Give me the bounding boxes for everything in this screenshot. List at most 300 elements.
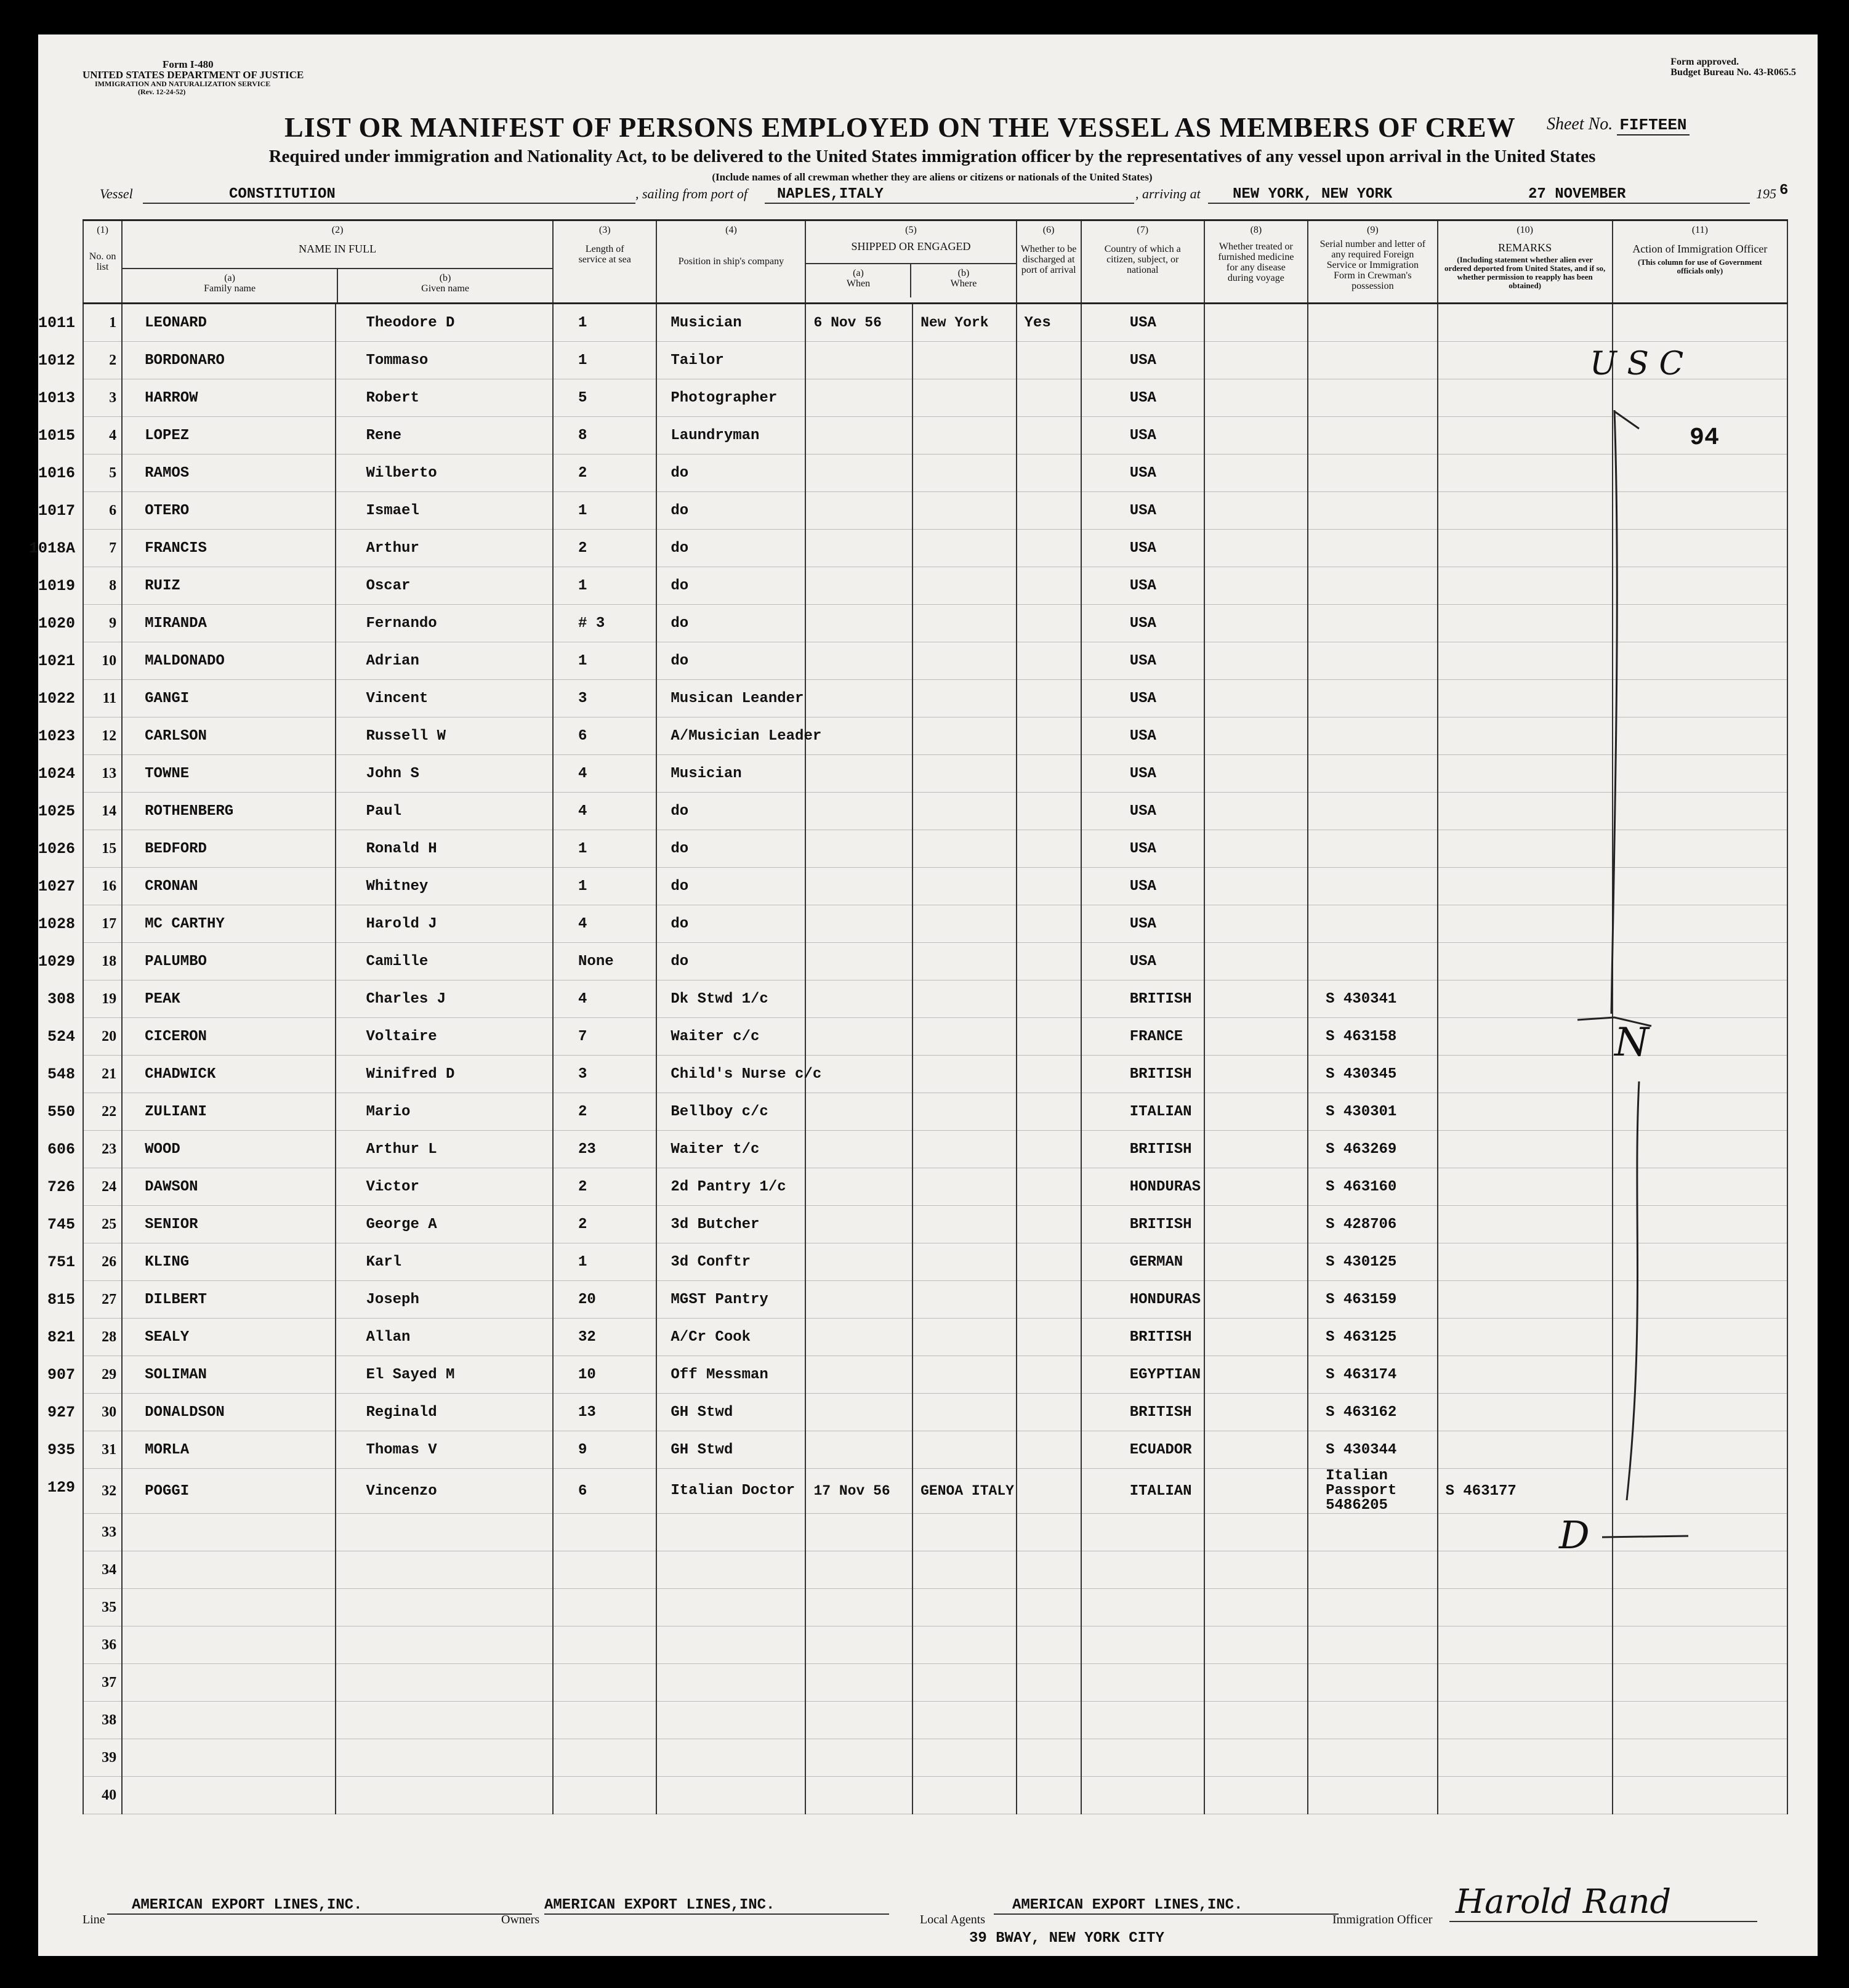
cell-position: Tailor [656,342,805,379]
left-list-number: 1011 [38,313,75,332]
d-annotation: D [1559,1513,1590,1558]
header-where: (b) Where [911,264,1015,297]
cell-family-name: DAWSON [122,1168,336,1206]
cell-position: do [656,605,805,642]
cell-length-of-service: 4 [553,793,656,830]
cell-country: BRITISH [1081,1319,1204,1356]
cell-position: do [656,943,805,980]
left-list-number: 1016 [38,464,75,482]
cell-position: do [656,905,805,943]
cell-family-name: ZULIANI [122,1093,336,1131]
cell-family-name: MALDONADO [122,642,336,680]
cell-country: EGYPTIAN [1081,1356,1204,1394]
cell-given-name: Arthur [336,530,553,567]
cell-family-name: RAMOS [122,455,336,492]
cell-serial-number: S 463162 [1308,1394,1437,1431]
cell-given-name: George A [336,1206,553,1243]
cell-length-of-service: 2 [553,1168,656,1206]
cell-given-name: Thomas V [336,1431,553,1469]
line-name: AMERICAN EXPORT LINES,INC. [107,1897,532,1915]
count-annotation: 94 [1690,424,1720,452]
cell-position: do [656,530,805,567]
cell-position: A/Cr Cook [656,1319,805,1356]
cell-length-of-service: 3 [553,680,656,717]
cell-country: USA [1081,567,1204,605]
cell-given-name: Mario [336,1093,553,1131]
cell-given-name: Fernando [336,605,553,642]
cell-country: BRITISH [1081,1206,1204,1243]
cell-row-number: 26 [83,1243,122,1281]
cell-family-name: CHADWICK [122,1056,336,1093]
cell-serial-number: S 463159 [1308,1281,1437,1319]
sailing-label: , sailing from port of [635,186,747,201]
left-list-number: 1029 [38,953,75,971]
cell-position: 3d Butcher [656,1206,805,1243]
cell-given-name: Vincenzo [336,1469,553,1514]
d-bracket-end [1602,1536,1688,1537]
cell-country: BRITISH [1081,1394,1204,1431]
cell-length-of-service: 4 [553,980,656,1018]
cell-row-number: 11 [83,680,122,717]
header-when: (a) When [846,268,871,289]
cell-row-number: 20 [83,1018,122,1056]
cell-given-name: Arthur L [336,1131,553,1168]
cell-family-name: MC CARTHY [122,905,336,943]
cell-shipped-where: New York [912,304,1016,342]
cell-position: Waiter c/c [656,1018,805,1056]
left-list-number: 1013 [38,389,75,407]
cell-given-name: Tommaso [336,342,553,379]
cell-serial-number: S 463174 [1308,1356,1437,1394]
cell-family-name: DONALDSON [122,1394,336,1431]
arrival-port: NEW YORK, NEW YORK [1208,186,1750,204]
left-list-number: 821 [47,1328,75,1346]
left-list-number: 751 [47,1253,75,1271]
left-list-number: 935 [47,1441,75,1459]
agents-name: AMERICAN EXPORT LINES,INC. [994,1897,1339,1915]
cell-family-name: SOLIMAN [122,1356,336,1394]
cell-serial-number: S 430125 [1308,1243,1437,1281]
cell-given-name: Robert [336,379,553,417]
cell-length-of-service: 20 [553,1281,656,1319]
cell-country: HONDURAS [1081,1281,1204,1319]
cell-position: MGST Pantry [656,1281,805,1319]
cell-position: do [656,642,805,680]
cell-row-number: 30 [83,1394,122,1431]
cell-length-of-service: 6 [553,717,656,755]
cell-serial-number: S 463158 [1308,1018,1437,1056]
left-list-number: 1015 [38,427,75,445]
left-list-number: 1017 [38,502,75,520]
cell-length-of-service: 6 [553,1469,656,1514]
cell-row-number: 39 [83,1739,122,1777]
cell-family-name: POGGI [122,1469,336,1514]
cell-position: Child's Nurse c/c [656,1056,805,1093]
cell-position: 2d Pantry 1/c [656,1168,805,1206]
usc-bracket-line [1611,410,1617,1014]
cell-row-number: 12 [83,717,122,755]
header-no: (1) No. on list [83,220,122,304]
owners-name: AMERICAN EXPORT LINES,INC. [544,1897,889,1915]
cell-row-number: 5 [83,455,122,492]
cell-given-name: Whitney [336,868,553,905]
cell-serial-number: S 430344 [1308,1431,1437,1469]
left-list-number: 907 [47,1366,75,1384]
form-subnote: (Include names of all crewman whether they are aliens or citizens or nationals of the United States) [712,171,1153,183]
cell-row-number: 6 [83,492,122,530]
cell-serial-number: S 430341 [1308,980,1437,1018]
cell-given-name: Camille [336,943,553,980]
cell-country: USA [1081,530,1204,567]
cell-country: USA [1081,455,1204,492]
vessel-label: Vessel [100,186,133,201]
cell-row-number: 23 [83,1131,122,1168]
cell-length-of-service: 1 [553,492,656,530]
cell-given-name: Theodore D [336,304,553,342]
left-list-number: 1020 [38,615,75,632]
cell-family-name: MORLA [122,1431,336,1469]
cell-length-of-service: 8 [553,417,656,455]
cell-row-number: 32 [83,1469,122,1514]
cell-given-name: Winifred D [336,1056,553,1093]
header-discharged: (6) Whether to be discharged at port of arrival [1017,220,1081,304]
officer-label: Immigration Officer [1332,1913,1433,1926]
cell-length-of-service: # 3 [553,605,656,642]
form-subtitle: Required under immigration and Nationality Act, to be delivered to the United States immigration officer by the representatives of any vessel upon arrival in the United States [268,147,1596,166]
cell-serial-number: S 430345 [1308,1056,1437,1093]
cell-country: FRANCE [1081,1018,1204,1056]
header-serial: (9) Serial number and letter of any required Foreign Service or Immigration Form in Crewman's possession [1308,220,1437,304]
cell-length-of-service: 7 [553,1018,656,1056]
cell-given-name: Oscar [336,567,553,605]
agents-label: Local Agents [920,1913,986,1926]
cell-given-name: Adrian [336,642,553,680]
cell-family-name: SENIOR [122,1206,336,1243]
cell-length-of-service: 1 [553,304,656,342]
cell-family-name: PEAK [122,980,336,1018]
left-list-number: 1022 [38,690,75,708]
cell-row-number: 25 [83,1206,122,1243]
cell-country: BRITISH [1081,1131,1204,1168]
left-list-number: 1028 [38,915,75,933]
left-list-number: 1026 [38,840,75,858]
cell-length-of-service: 23 [553,1131,656,1168]
cell-family-name: LEONARD [122,304,336,342]
cell-country: USA [1081,304,1204,342]
sheet-value: FIFTEEN [1617,116,1689,135]
cell-country: USA [1081,905,1204,943]
left-list-number: 550 [47,1103,75,1121]
cell-serial-number: Italian Passport 5486205 [1308,1469,1437,1514]
cell-shipped-where: GENOA ITALY [912,1469,1016,1514]
cell-family-name: FRANCIS [122,530,336,567]
form-number: Form I-480 [163,59,214,70]
header-shipped: (5) SHIPPED OR ENGAGED (a) When (b) Where [805,220,1016,304]
cell-given-name: John S [336,755,553,793]
left-list-number: 1027 [38,878,75,895]
cell-row-number: 13 [83,755,122,793]
cell-given-name: Harold J [336,905,553,943]
cell-serial-number: S 463269 [1308,1131,1437,1168]
cell-position: Dk Stwd 1/c [656,980,805,1018]
cell-family-name: HARROW [122,379,336,417]
cell-row-number: 2 [83,342,122,379]
left-list-number: 606 [47,1141,75,1158]
cell-family-name: CRONAN [122,868,336,905]
cell-position: GH Stwd [656,1431,805,1469]
cell-family-name: GANGI [122,680,336,717]
cell-position: Musican Leander [656,680,805,717]
cell-given-name: Voltaire [336,1018,553,1056]
cell-country: BRITISH [1081,1056,1204,1093]
cell-country: USA [1081,642,1204,680]
cell-remarks: S 463177 [1438,1469,1613,1514]
cell-given-name: Karl [336,1243,553,1281]
cell-position: Waiter t/c [656,1131,805,1168]
cell-length-of-service: 1 [553,868,656,905]
cell-country: USA [1081,680,1204,717]
n-annotation: N [1614,1020,1649,1065]
header-country: (7) Country of which a citizen, subject, or national [1081,220,1204,304]
service-name: IMMIGRATION AND NATURALIZATION SERVICE [95,79,271,88]
cell-position: do [656,567,805,605]
cell-family-name: OTERO [122,492,336,530]
cell-row-number: 1 [83,304,122,342]
cell-country: USA [1081,417,1204,455]
cell-family-name: PALUMBO [122,943,336,980]
left-list-number: 308 [47,990,75,1008]
cell-family-name: KLING [122,1243,336,1281]
cell-given-name: Reginald [336,1394,553,1431]
left-list-number: 524 [47,1028,75,1046]
cell-length-of-service: 3 [553,1056,656,1093]
left-list-number: 726 [47,1178,75,1196]
cell-position: do [656,868,805,905]
cell-position: Laundryman [656,417,805,455]
left-list-number: 1019 [38,577,75,595]
cell-country: BRITISH [1081,980,1204,1018]
cell-given-name: Ronald H [336,830,553,868]
cell-length-of-service: 1 [553,567,656,605]
sheet-label: Sheet No. [1547,115,1613,134]
cell-row-number: 3 [83,379,122,417]
usc-bracket-tick [1614,411,1639,429]
agents-address: 39 BWAY, NEW YORK CITY [969,1930,1164,1947]
cell-row-number: 37 [83,1664,122,1702]
cell-family-name: CICERON [122,1018,336,1056]
approval-line-2: Budget Bureau No. 43-R065.5 [1670,67,1796,78]
left-list-number: 815 [47,1291,75,1309]
cell-country: USA [1081,868,1204,905]
cell-country: ECUADOR [1081,1431,1204,1469]
cell-row-number: 7 [83,530,122,567]
cell-serial-number: S 463160 [1308,1168,1437,1206]
cell-length-of-service: 1 [553,1243,656,1281]
cell-given-name: Paul [336,793,553,830]
cell-family-name: MIRANDA [122,605,336,642]
left-list-number: 1018A [28,539,75,557]
header-action: (11) Action of Immigration Officer (This column for use of Government officials only) [1613,220,1787,304]
cell-family-name: RUIZ [122,567,336,605]
cell-row-number: 36 [83,1626,122,1664]
cell-row-number: 19 [83,980,122,1018]
header-family-name: (a) Family name [204,273,256,294]
left-list-number: 1024 [38,765,75,783]
cell-position: do [656,455,805,492]
cell-length-of-service: 32 [553,1319,656,1356]
cell-row-number: 14 [83,793,122,830]
cell-family-name: WOOD [122,1131,336,1168]
cell-country: USA [1081,492,1204,530]
cell-given-name: Vincent [336,680,553,717]
cell-length-of-service: 13 [553,1394,656,1431]
cell-row-number: 35 [83,1589,122,1626]
cell-position: Musician [656,755,805,793]
left-list-number: 1021 [38,652,75,670]
cell-row-number: 38 [83,1702,122,1739]
left-list-number: 745 [47,1216,75,1234]
n-bracket-line [1627,1081,1639,1500]
header-length: (3) Length of service at sea [553,220,656,304]
header-remarks: (10) REMARKS (Including statement whether alien ever ordered deported from United States, and if so, whether permission to reapply has been obtained) [1438,220,1613,304]
cell-position: A/Musician Leader [656,717,805,755]
cell-row-number: 10 [83,642,122,680]
department-name: UNITED STATES DEPARTMENT OF JUSTICE [83,69,304,81]
cell-family-name: LOPEZ [122,417,336,455]
cell-row-number: 34 [83,1551,122,1589]
header-name: (2) NAME IN FULL (a) Family name (b) Given name [122,220,553,304]
cell-family-name: DILBERT [122,1281,336,1319]
manifest-sheet [28,34,1818,1956]
cell-row-number: 27 [83,1281,122,1319]
left-list-number: 1023 [38,727,75,745]
cell-country: USA [1081,755,1204,793]
handwriting-layer [38,34,1818,1956]
cell-position: GH Stwd [656,1394,805,1431]
header-given-name: (b) Given name [337,269,552,302]
cell-row-number: 29 [83,1356,122,1394]
cell-position: do [656,492,805,530]
left-list-number: 129 [47,1479,75,1497]
cell-row-number: 18 [83,943,122,980]
cell-country: USA [1081,793,1204,830]
form-revision: (Rev. 12-24-52) [138,87,186,96]
cell-row-number: 33 [83,1514,122,1551]
departure-port: NAPLES,ITALY [765,186,1134,204]
usc-annotation: U S C [1590,345,1684,382]
page-title: LIST OR MANIFEST OF PERSONS EMPLOYED ON THE VESSEL AS MEMBERS OF CREW [284,111,1516,143]
cell-serial-number: S 430301 [1308,1093,1437,1131]
cell-family-name: ROTHENBERG [122,793,336,830]
cell-position: Off Messman [656,1356,805,1394]
header-position: (4) Position in ship's company [656,220,805,304]
cell-country: USA [1081,830,1204,868]
left-list-number: 927 [47,1404,75,1421]
cell-length-of-service: 4 [553,755,656,793]
cell-given-name: Ismael [336,492,553,530]
line-label: Line [83,1913,105,1926]
cell-country: HONDURAS [1081,1168,1204,1206]
cell-discharged: Yes [1017,304,1081,342]
officer-signature: Harold Rand [1449,1882,1757,1922]
cell-given-name: Allan [336,1319,553,1356]
cell-row-number: 31 [83,1431,122,1469]
owners-label: Owners [501,1913,540,1926]
header-medicine: (8) Whether treated or furnished medicine for any disease during voyage [1204,220,1308,304]
cell-family-name: CARLSON [122,717,336,755]
cell-given-name: Wilberto [336,455,553,492]
cell-serial-number: S 428706 [1308,1206,1437,1243]
cell-position: do [656,793,805,830]
cell-row-number: 8 [83,567,122,605]
cell-length-of-service: 9 [553,1431,656,1469]
left-list-number: 548 [47,1065,75,1083]
cell-given-name: Rene [336,417,553,455]
cell-length-of-service: 1 [553,342,656,379]
cell-family-name: BORDONARO [122,342,336,379]
cell-country: USA [1081,605,1204,642]
cell-family-name: TOWNE [122,755,336,793]
cell-length-of-service: 10 [553,1356,656,1394]
cell-position: Bellboy c/c [656,1093,805,1131]
cell-length-of-service: 5 [553,379,656,417]
cell-length-of-service: 2 [553,455,656,492]
cell-given-name: El Sayed M [336,1356,553,1394]
cell-given-name: Victor [336,1168,553,1206]
cell-row-number: 40 [83,1777,122,1814]
cell-length-of-service: 2 [553,1206,656,1243]
vessel-name: CONSTITUTION [143,186,635,204]
cell-row-number: 24 [83,1168,122,1206]
arrival-date: 27 NOVEMBER [1528,186,1626,203]
approval-line-1: Form approved. [1670,57,1739,67]
cell-position: do [656,830,805,868]
cell-country: USA [1081,943,1204,980]
cell-position: Italian Doctor [656,1469,805,1514]
cell-row-number: 16 [83,868,122,905]
left-list-number: 1012 [38,352,75,370]
cell-row-number: 22 [83,1093,122,1131]
cell-serial-number: S 463125 [1308,1319,1437,1356]
cell-given-name: Charles J [336,980,553,1018]
cell-country: GERMAN [1081,1243,1204,1281]
arriving-label: , arriving at [1135,186,1201,201]
cell-given-name: Joseph [336,1281,553,1319]
cell-row-number: 21 [83,1056,122,1093]
cell-row-number: 9 [83,605,122,642]
cell-country: ITALIAN [1081,1469,1204,1514]
cell-length-of-service: 2 [553,1093,656,1131]
cell-length-of-service: None [553,943,656,980]
cell-shipped-when: 17 Nov 56 [805,1469,912,1514]
cell-length-of-service: 1 [553,642,656,680]
cell-country: USA [1081,342,1204,379]
cell-country: ITALIAN [1081,1093,1204,1131]
cell-length-of-service: 2 [553,530,656,567]
cell-country: USA [1081,717,1204,755]
cell-given-name: Russell W [336,717,553,755]
cell-row-number: 4 [83,417,122,455]
footer [83,1882,1788,1950]
cell-length-of-service: 4 [553,905,656,943]
cell-row-number: 17 [83,905,122,943]
cell-length-of-service: 1 [553,830,656,868]
year-prefix: 195 [1756,186,1776,201]
cell-position: Photographer [656,379,805,417]
cell-shipped-when: 6 Nov 56 [805,304,912,342]
cell-family-name: SEALY [122,1319,336,1356]
left-list-number: 1025 [38,802,75,820]
